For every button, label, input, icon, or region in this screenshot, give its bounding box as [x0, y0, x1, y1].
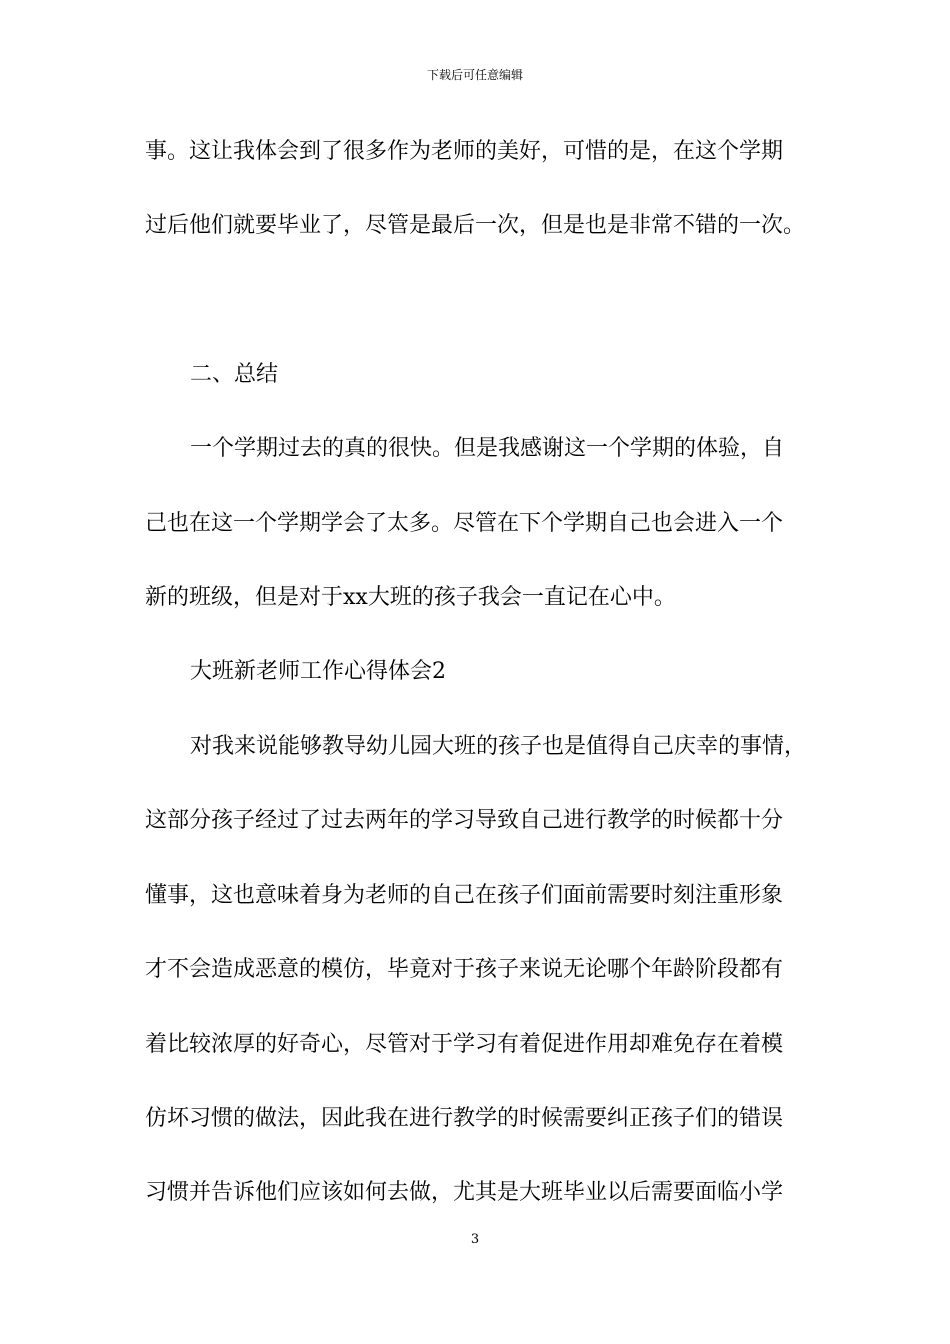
paragraph-line: 对我来说能够教导幼儿园大班的孩子也是值得自己庆幸的事情， — [190, 734, 807, 759]
paragraph-line: 着比较浓厚的好奇心，尽管对于学习有着促进作用却难免存在着模 — [145, 1032, 784, 1057]
paragraph-line: 事。这让我体会到了很多作为老师的美好，可惜的是，在这个学期 — [145, 139, 784, 164]
page-header: 下载后可任意编辑 — [426, 68, 523, 82]
paragraph-line: 仿坏习惯的做法，因此我在进行教学的时候需要纠正孩子们的错误 — [145, 1106, 784, 1131]
paragraph-line: 习惯并告诉他们应该如何去做，尤其是大班毕业以后需要面临小学 — [145, 1180, 784, 1205]
paragraph-line: 一个学期过去的真的很快。但是我感谢这一个学期的体验，自 — [190, 436, 785, 461]
paragraph-line: 新的班级，但是对于xx大班的孩子我会一直记在心中。 — [145, 585, 676, 610]
article-title: 大班新老师工作心得体会2 — [190, 659, 446, 684]
paragraph-line: 己也在这一个学期学会了太多。尽管在下个学期自己也会进入一个 — [145, 511, 784, 536]
section-heading: 二、总结 — [190, 362, 279, 387]
paragraph-line: 过后他们就要毕业了，尽管是最后一次，但是也是非常不错的一次。 — [145, 213, 806, 238]
page-number: 3 — [470, 1232, 480, 1247]
paragraph-line: 这部分孩子经过了过去两年的学习导致自己进行教学的时候都十分 — [145, 808, 784, 833]
paragraph-line: 懂事，这也意味着身为老师的自己在孩子们面前需要时刻注重形象 — [145, 883, 784, 908]
paragraph-line: 才不会造成恶意的模仿，毕竟对于孩子来说无论哪个年龄阶段都有 — [145, 957, 784, 982]
